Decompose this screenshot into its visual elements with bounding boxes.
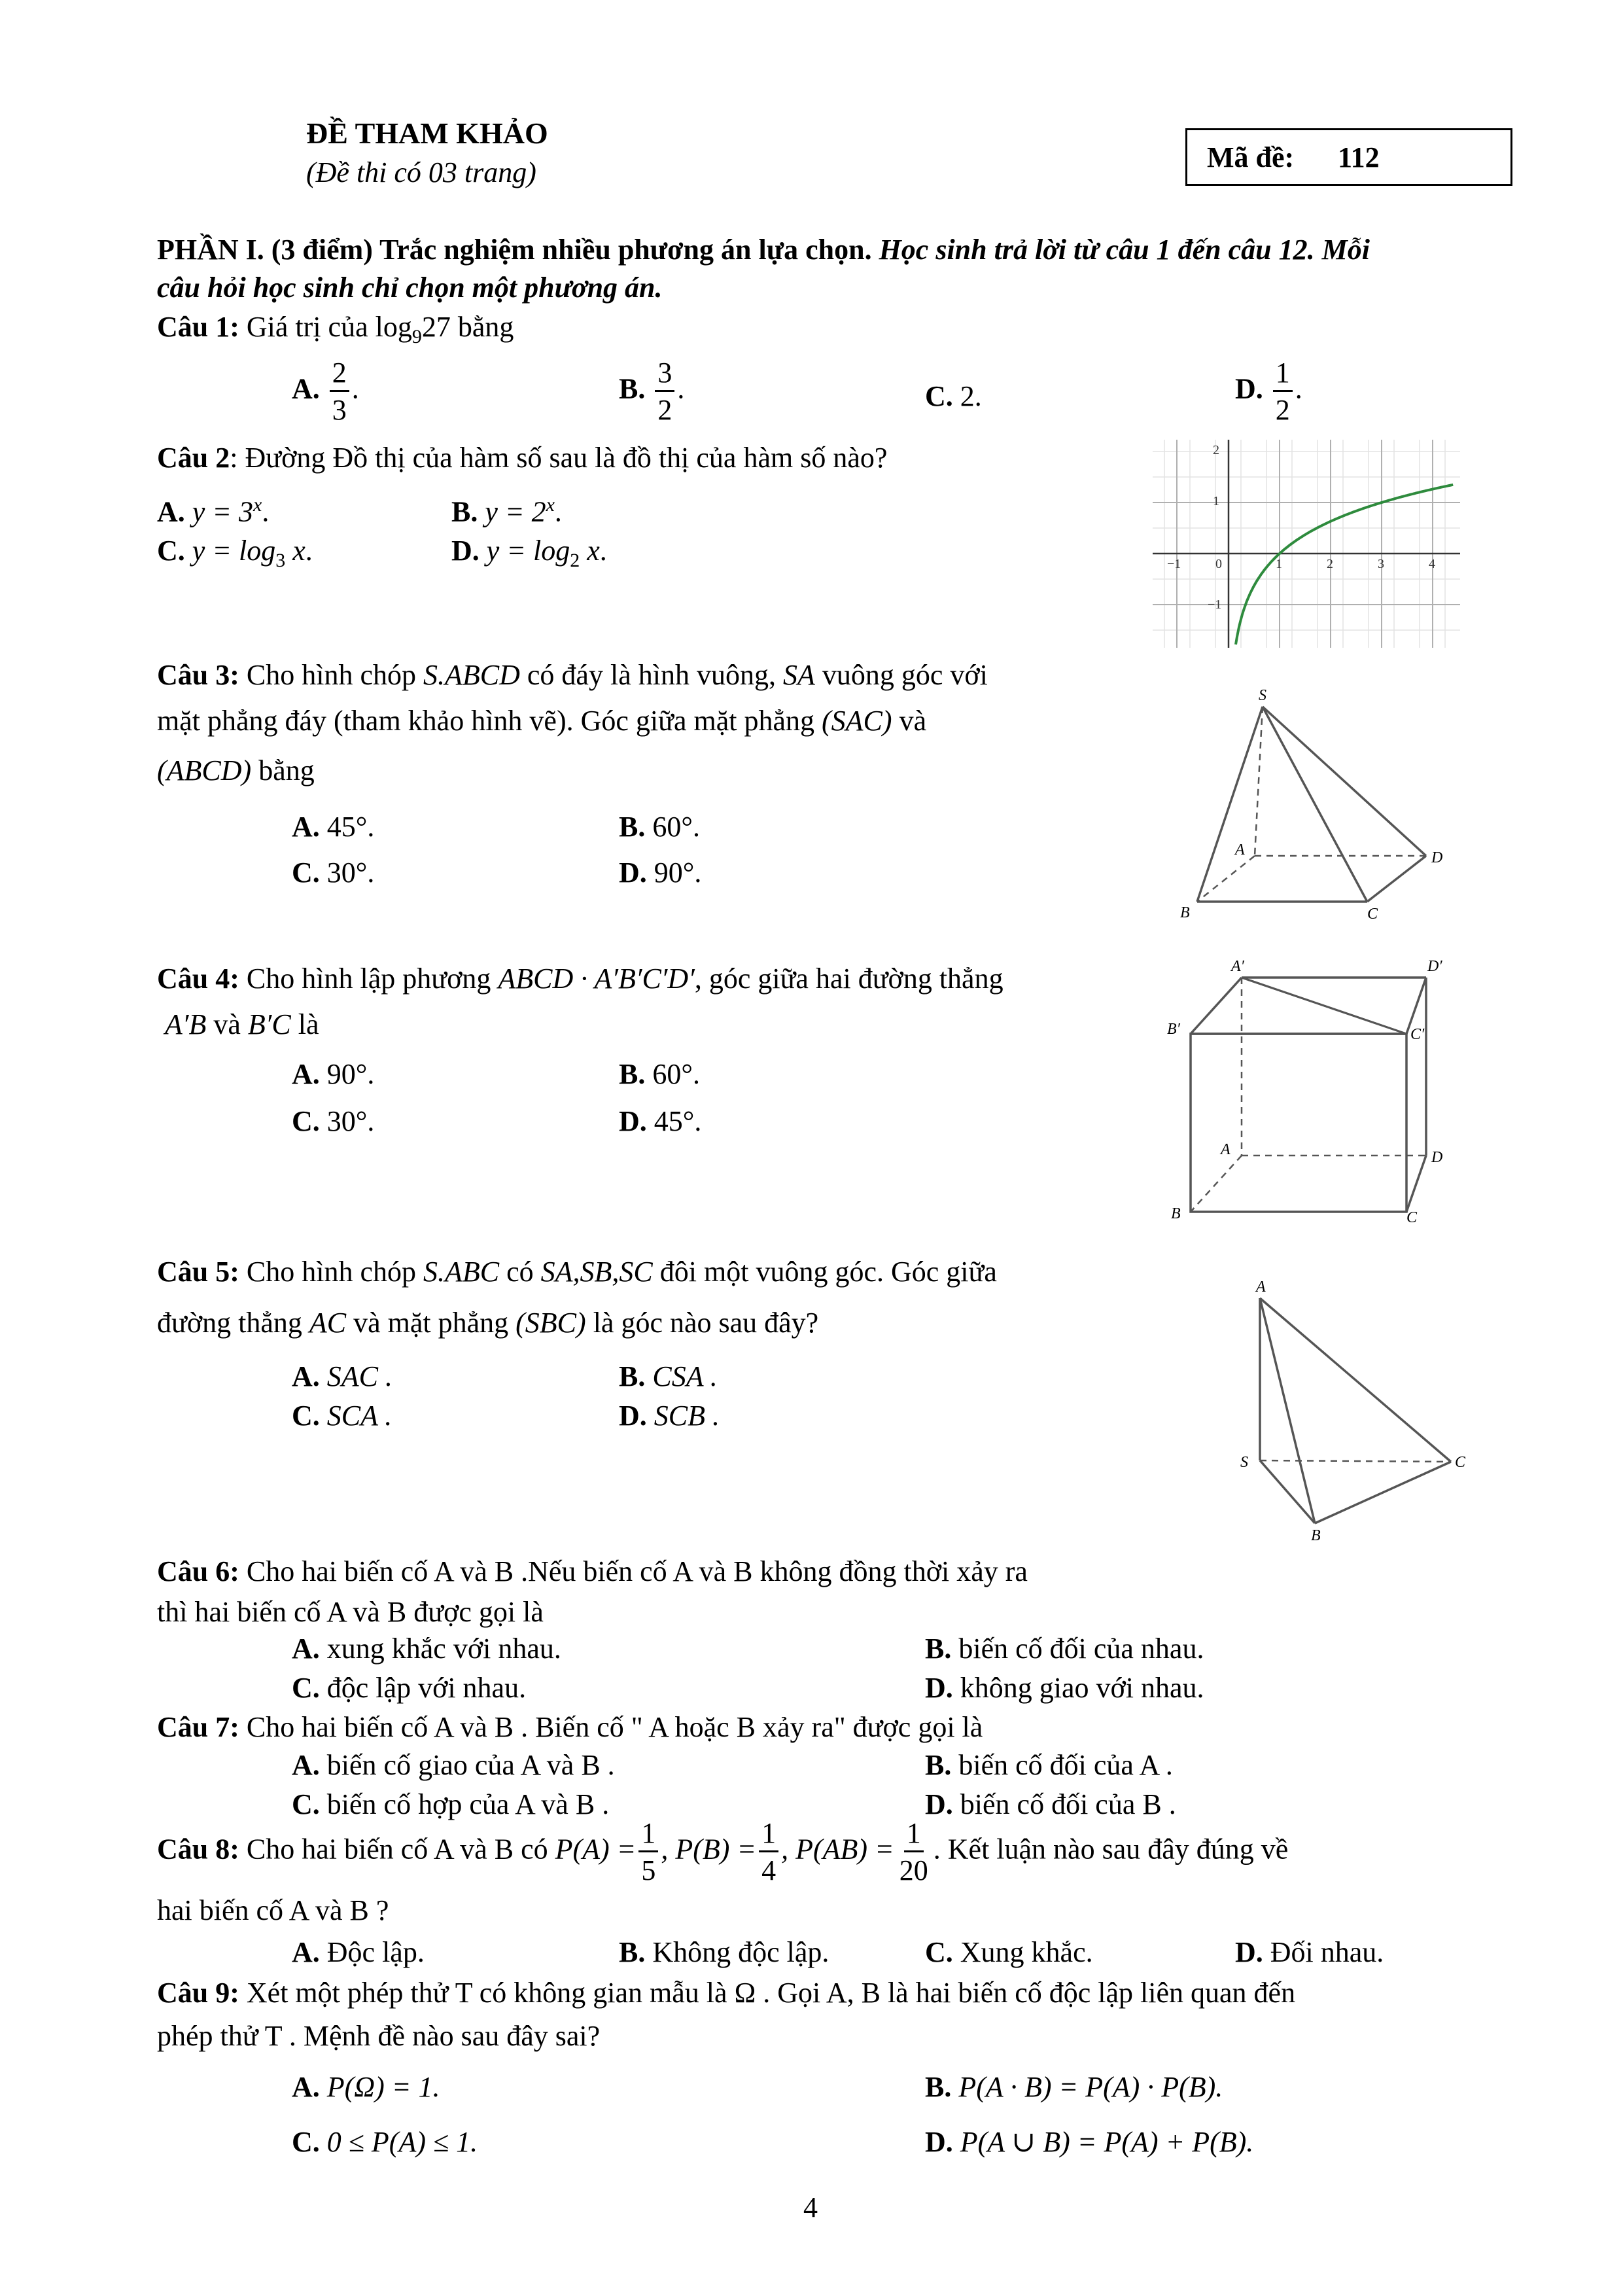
log-expression: $\log_927$ (375, 311, 451, 347)
fraction: $\frac{1}{2}$ (1273, 359, 1293, 425)
y-tick-label: 1 (1213, 494, 1219, 508)
q2-option-b[interactable]: B. $y = 2^x$. (451, 494, 562, 528)
vertex-label: D′ (1427, 958, 1442, 975)
question-9-line2: phép thử T . Mệnh đề nào sau đây sai? (157, 2020, 601, 2052)
y-tick-label: −1 (1208, 597, 1222, 612)
q4-option-d[interactable]: D. 45°. (619, 1105, 702, 1137)
x-tick-label: 4 (1429, 557, 1435, 571)
q4-option-c[interactable]: C. 30°. (292, 1105, 375, 1137)
q5-option-c[interactable]: C. SCA . (292, 1400, 393, 1432)
q5-option-a[interactable]: A. SAC . (292, 1360, 393, 1392)
y-tick-label: 2 (1213, 443, 1219, 457)
graph-major-grid (1153, 440, 1460, 648)
question-text-end: bằng (457, 311, 514, 343)
question-3: Câu 3: Cho hình chóp S.ABCD có đáy là hình vuông, SA vuông góc với (157, 659, 988, 691)
fraction: $\frac{1}{20}$ (899, 1817, 928, 1886)
part-heading-bold: PHẦN I. (3 điểm) Trắc nghiệm nhiều phương án lựa chọn. (157, 234, 872, 266)
q4-option-a[interactable]: A. 90°. (292, 1058, 375, 1090)
q5-option-b[interactable]: B. CSA . (619, 1360, 718, 1392)
pyramid-sabcd-figure (1171, 680, 1465, 929)
q6-option-b[interactable]: B. biến cố đối của nhau. (925, 1633, 1204, 1665)
vertex-label: B′ (1167, 1021, 1180, 1038)
question-text: Cho hai biến cố A và B .Nếu biến cố A và B không đồng thời xảy ra (246, 1555, 1028, 1587)
question-label: Câu 6: (157, 1555, 239, 1587)
question-3-line3: (ABCD) bằng (157, 754, 315, 786)
q2-option-c[interactable]: C. $y = \log_3 x$. (157, 535, 313, 571)
q8-option-b[interactable]: B. Không độc lập. (619, 1936, 829, 1968)
page-number: 4 (803, 2191, 818, 2223)
question-6 (157, 1553, 1028, 1590)
x-tick-label: 1 (1276, 557, 1282, 571)
question-label: Câu 1: (157, 311, 239, 343)
x-tick-label: 3 (1378, 557, 1384, 571)
x-tick-label: −1 (1167, 557, 1181, 571)
question-3-line2: mặt phẳng đáy (tham khảo hình vẽ). Góc giữa mặt phẳng (SAC) và (157, 705, 927, 737)
question-label: Câu 9: (157, 1977, 239, 2009)
q7-option-d[interactable]: D. biến cố đối của B . (925, 1788, 1176, 1820)
question-8: Câu 8: Cho hai biến cố A và B có P(A) = $\frac{1}{5}$ , P(B) = $\frac{1}{4}$ , P(AB) = $\frac{1}{20}$ . Kết luận nào sau đây đúng về (157, 1817, 1289, 1886)
exam-code-label: Mã đề: (1207, 141, 1295, 173)
q3-option-d[interactable]: D. 90°. (619, 857, 702, 889)
question-text: Giá trị của (246, 311, 368, 343)
vertex-label: C′ (1410, 1026, 1425, 1043)
q3-option-a[interactable]: A. 45°. (292, 811, 375, 843)
question-4-line2: A′B và B′C là (165, 1008, 319, 1040)
q5-option-d[interactable]: D. SCB . (619, 1400, 720, 1432)
pyramid-sabc-figure (1230, 1272, 1465, 1547)
q6-option-c[interactable]: C. độc lập với nhau. (292, 1672, 527, 1704)
vertex-label: S (1259, 687, 1266, 704)
q1-option-b[interactable]: B. $\frac{3}{2}$ . (619, 357, 685, 426)
q9-option-c[interactable]: C. 0 ≤ P(A) ≤ 1. (292, 2126, 478, 2158)
question-label: Câu 5: (157, 1256, 239, 1288)
graph-grid (1153, 440, 1460, 648)
question-1 (157, 309, 514, 355)
fraction: $\frac{2}{3}$ (330, 359, 349, 425)
q1-option-a[interactable]: A. $\frac{2}{3}$ . (292, 357, 359, 426)
q3-option-b[interactable]: B. 60°. (619, 811, 700, 843)
x-tick-label: 2 (1327, 557, 1333, 571)
vertex-label: C (1455, 1454, 1465, 1471)
vertex-label: C (1367, 906, 1378, 923)
x-tick-label: 0 (1215, 557, 1222, 571)
q3-option-c[interactable]: C. 30°. (292, 857, 375, 889)
question-4: Câu 4: Cho hình lập phương ABCD · A′B′C′D′, góc giữa hai đường thẳng (157, 963, 1003, 995)
fraction: $\frac{3}{2}$ (655, 359, 674, 425)
question-2 (157, 440, 887, 476)
q8-option-c[interactable]: C. Xung khắc. (925, 1936, 1093, 1968)
question-label: Câu 7: (157, 1711, 239, 1743)
question-5: Câu 5: Cho hình chóp S.ABC có SA,SB,SC đôi một vuông góc. Góc giữa (157, 1256, 997, 1288)
vertex-label: C (1406, 1209, 1418, 1226)
question-label: Câu 8: (157, 1833, 239, 1865)
vertex-label: A′ (1231, 958, 1244, 975)
vertex-label: D (1431, 1149, 1443, 1166)
vertex-label: B (1311, 1527, 1321, 1544)
question-text: Cho hai biến cố A và B . Biến cố " A hoặc B xảy ra" được gọi là (246, 1711, 983, 1743)
question-7 (157, 1709, 983, 1746)
q9-option-a[interactable]: A. P(Ω) = 1. (292, 2071, 440, 2103)
question-text: Xét một phép thử T có không gian mẫu là Ω . Gọi A, B là hai biến cố độc lập liên quan đến (246, 1977, 1296, 2009)
q6-option-a[interactable]: A. xung khắc với nhau. (292, 1633, 561, 1665)
question-5-line2: đường thẳng AC và mặt phẳng (SBC) là góc nào sau đây? (157, 1307, 819, 1339)
q4-option-b[interactable]: B. 60°. (619, 1058, 700, 1090)
exam-code-value: 112 (1338, 141, 1380, 173)
q8-option-d[interactable]: D. Đối nhau. (1235, 1936, 1384, 1968)
q6-option-d[interactable]: D. không giao với nhau. (925, 1672, 1204, 1704)
exam-code-box (1185, 128, 1512, 186)
question-label: Câu 2 (157, 442, 230, 474)
vertex-label: D (1431, 849, 1443, 866)
exam-title: ĐỀ THAM KHẢO (306, 116, 548, 150)
q2-option-d[interactable]: D. $y = \log_2 x$. (451, 535, 607, 571)
q9-option-b[interactable]: B. P(A · B) = P(A) · P(B). (925, 2071, 1223, 2103)
q8-option-a[interactable]: A. Độc lập. (292, 1936, 425, 1968)
q7-option-a[interactable]: A. biến cố giao của A và B . (292, 1749, 615, 1781)
q9-option-d[interactable]: D. P(A ∪ B) = P(A) + P(B). (925, 2126, 1254, 2158)
cube-figure (1158, 951, 1465, 1226)
part-heading-italic-1: Học sinh trả lời từ câu 1 đến câu 12. Mỗi (879, 234, 1370, 266)
question-label: Câu 4: (157, 963, 239, 995)
vertex-label: B (1171, 1205, 1181, 1222)
vertex-label: A (1235, 841, 1245, 858)
vertex-label: A (1256, 1279, 1266, 1296)
exam-subtitle: (Đề thi có 03 trang) (306, 156, 536, 188)
part-heading (157, 232, 1370, 268)
question-text: : Đường Đồ thị của hàm số sau là đồ thị của hàm số nào? (230, 442, 888, 474)
question-6-line2: thì hai biến cố A và B được gọi là (157, 1596, 544, 1628)
log-curve (1236, 485, 1453, 645)
vertex-label: S (1240, 1454, 1248, 1471)
q2-option-a[interactable]: A. $y = 3^x$. (157, 494, 270, 528)
part-heading-line2: câu hỏi học sinh chỉ chọn một phương án. (157, 272, 663, 304)
q7-option-b[interactable]: B. biến cố đối của A . (925, 1749, 1173, 1781)
fraction: $\frac{1}{5}$ (638, 1819, 658, 1885)
question-label: Câu 3: (157, 659, 239, 691)
log-graph (1153, 440, 1460, 648)
vertex-label: A (1221, 1141, 1230, 1158)
fraction: $\frac{1}{4}$ (759, 1819, 778, 1885)
question-8-line2: hai biến cố A và B ? (157, 1894, 389, 1926)
q1-option-c[interactable]: C. 2. (925, 380, 982, 412)
q7-option-c[interactable]: C. biến cố hợp của A và B . (292, 1788, 610, 1820)
vertex-label: B (1180, 904, 1190, 921)
q1-option-d[interactable]: D. $\frac{1}{2}$ . (1235, 357, 1302, 426)
question-9 (157, 1975, 1295, 2011)
